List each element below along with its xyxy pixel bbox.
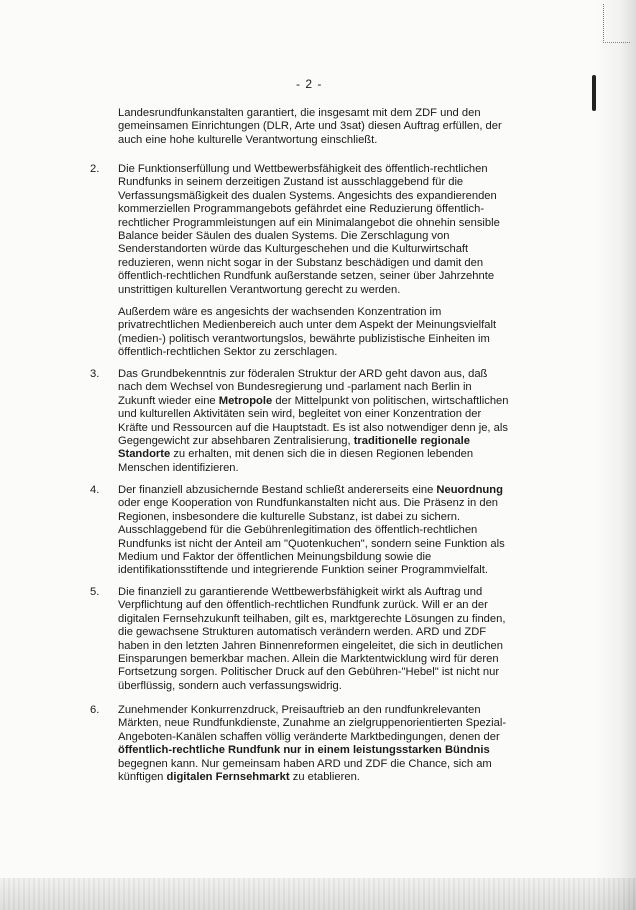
bold-phrase: traditionelle regionale Standorte — [118, 435, 470, 461]
scan-shadow-bottom — [0, 880, 636, 910]
item-number: 4. — [90, 484, 100, 496]
item-number: 3. — [90, 368, 100, 380]
bold-phrase: digitalen Fernsehmarkt — [166, 771, 290, 784]
item-2-paragraph-1: Die Funktionserfüllung und Wettbewerbsfähigkeit des öffentlich-rechtlichen Rundfunks in seinem derzeitigen Zustand ist ausschlaggebend für die Verfassungsmäßigkeit des dualen Systems. Angesichts des expandierenden kommerziellen Programmangebots gefährdet eine Reduzierung öffentlich-rechtlicher Programmleistungen auf ein Minimalangebot die ohnehin sensible Balance beider Säulen des dualen Systems. Die Zerschlagung von Senderstandorten würde das Kulturgeschehen und die Kulturwirtschaft reduzieren, wenn nicht sogar in der Substanz beschädigen und damit den öffentlich-rechtlichen Rundfunk außerstande setzen, seiner über Jahrzehnte unstrittigen kulturellen Verantwortung gerecht zu werden. — [118, 163, 500, 296]
scan-shadow-right — [596, 0, 636, 910]
item-2-paragraph-2: Außerdem wäre es angesichts der wachsenden Konzentration im privatrechtlichen Medienbereich auch unter dem Aspekt der Meinungsvielfalt (medien-) politisch verantwortungslos, bewährte publizistische Einheiten im öffentlich-rechtlichen Sektor zu zerschlagen. — [118, 306, 497, 359]
page-number: - 2 - — [296, 77, 323, 91]
item-5-paragraph: Die finanziell zu garantierende Wettbewerbsfähigkeit wirkt als Auftrag und Verpflichtung auf den öffentlich-rechtlichen Rundfunk zurück. Will er an der digitalen Fernsehzukunft teilhaben, gilt es, marktgerechte Lösungen zu finden, die gewachsene Strukturen automatisch verändern werden. ARD und ZDF haben in den letzten Jahren Binnenreformen eingeleitet, die sich in deutlichen Einsparungen bemerkbar machen. Allein die Marktentwicklung wird für deren Fortsetzung sorgen. Politischer Druck auf den Gebühren-"Hebel" ist nicht nur überflüssig, sondern auch verfassungswidrig. — [118, 586, 506, 692]
item-4-paragraph: Der finanziell abzusichernde Bestand schließt andererseits eine Neuordnung oder enge Kooperation von Rundfunkanstalten nicht aus. Die Präsenz in den Regionen, insbesondere die kulturelle Substanz, ist dabei zu sichern. Ausschlaggebend für die Gebührenlegitimation des öffentlich-rechtlichen Rundfunks ist nicht der Anteil am "Quotenkuchen", sondern seine Funktion als Medium und Faktor der öffentlichen Meinungsbildung sowie die identifikationsstiftende und integrierende Funktion seiner Programmvielfalt. — [118, 484, 505, 577]
bold-phrase: öffentlich-rechtliche Rundfunk nur in einem leistungsstarken Bündnis — [118, 744, 490, 757]
item-number: 6. — [90, 704, 100, 716]
item-3-paragraph: Das Grundbekenntnis zur föderalen Struktur der ARD geht davon aus, daß nach dem Wechsel von Bundesregierung und -parlament nach Berlin in Zukunft wieder eine Metropole der Mittelpunkt von politischen, wirtschaftlichen und kulturellen Aktivitäten sein wird, begleitet von einer Konzentration der Kräfte und Ressourcen auf die Hauptstadt. Es ist also notwendiger denn je, als Gegengewicht zur absehbaren Zentralisierung, traditionelle regionale Standorte zu erhalten, mit denen sich die in diesen Regionen lebenden Menschen identifizieren. — [118, 368, 509, 474]
item-number: 5. — [90, 586, 100, 598]
bold-phrase: Metropole — [218, 394, 273, 407]
item-number: 2. — [90, 163, 100, 175]
item-6-paragraph: Zunehmender Konkurrenzdruck, Preisauftrieb an den rundfunkrelevanten Märkten, neue Rundfunkdienste, Zunahme an zielgruppenorientierten Spezial-Angeboten-Kanälen schaffen völlig veränderte Marktbedingungen, denen der öffentlich-rechtliche Rundfunk nur in einem leistungsstarken Bündnis begegnen kann. Nur gemeinsam haben ARD und ZDF die Chance, sich am künftigen digitalen Fernsehmarkt zu etablieren. — [118, 704, 507, 784]
bold-phrase: Neuordnung — [436, 484, 503, 496]
intro-paragraph: Landesrundfunkanstalten garantiert, die insgesamt mit dem ZDF und den gemeinsamen Einrichtungen (DLR, Arte und 3sat) diesen Auftrag erfüllen, der auch eine hohe kulturelle Verantwortung einschließt. — [118, 107, 502, 146]
